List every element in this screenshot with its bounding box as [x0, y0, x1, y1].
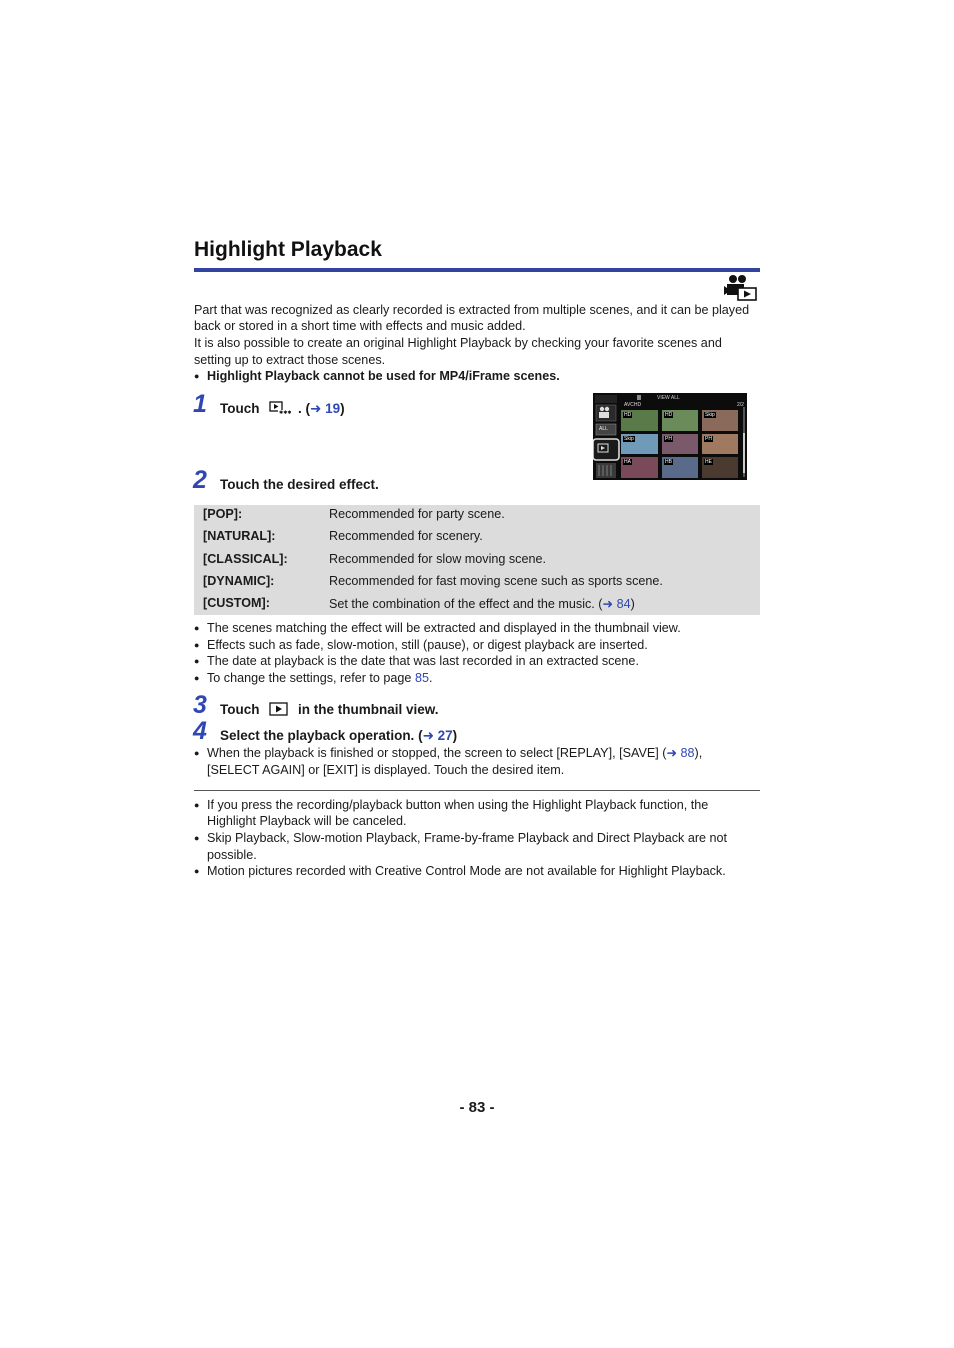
page-link[interactable]: ➜ 27: [422, 728, 453, 743]
bullet: ●: [194, 371, 200, 381]
intro-line: Part that was recognized as clearly recorded is extracted from multiple scenes, and it can be played: [194, 303, 750, 317]
screen-all-button: ALL: [599, 426, 608, 432]
step-4-text: Select the playback operation. (➜ 27): [220, 728, 458, 743]
svg-text:✱✱✱: ✱✱✱: [279, 410, 292, 415]
table-row: [CLASSICAL]: Recommended for slow moving scene.: [203, 552, 546, 566]
title-underline: [194, 268, 760, 272]
page-link[interactable]: 85: [414, 671, 429, 685]
table-row: [POP]: Recommended for party scene.: [203, 507, 505, 521]
thumb-badge: Skip: [705, 412, 715, 418]
screen-view-label: VIEW ALL: [657, 395, 680, 401]
step-1-text: Touch ✱✱✱ . (➜ 19): [220, 401, 345, 417]
page-link[interactable]: ➜ 19: [310, 401, 341, 417]
step-number: 2: [193, 466, 207, 494]
thumb-badge: HA: [624, 459, 631, 465]
thumb-badge: Skip: [624, 436, 634, 442]
thumb-badge: HD: [665, 412, 673, 418]
page-number: - 83 -: [459, 1099, 495, 1116]
intro-line: It is also possible to create an original Highlight Playback by checking your favorite scenes and: [194, 336, 722, 350]
page-link[interactable]: ➜ 84: [602, 597, 631, 611]
highlight-playback-icon: [269, 401, 291, 418]
play-icon: [269, 702, 288, 719]
table-row: [CUSTOM]: Set the combination of the effect and the music. (➜ 84): [203, 596, 635, 611]
screen-page-indicator: 2/2: [737, 402, 744, 408]
table-row: [NATURAL]: Recommended for scenery.: [203, 529, 483, 543]
thumb-badge: HE: [705, 459, 712, 465]
effects-table: [194, 505, 760, 615]
thumb-badge: PH: [665, 436, 672, 442]
thumb-badge: HB: [665, 459, 672, 465]
page-link[interactable]: ➜ 88: [666, 746, 695, 760]
intro-line: setting up to extract those scenes.: [194, 353, 386, 367]
thumb-badge: PH: [705, 436, 712, 442]
page-title: Highlight Playback: [194, 238, 382, 261]
thumb-badge: HD: [624, 412, 632, 418]
thumbnail-screen-illustration: [593, 393, 747, 480]
screen-format: AVCHD: [624, 402, 642, 408]
step-number: 1: [193, 390, 207, 418]
step-number: 4: [193, 717, 207, 745]
step-2-text: Touch the desired effect.: [220, 477, 379, 492]
divider: [194, 790, 760, 791]
table-row: [DYNAMIC]: Recommended for fast moving scene such as sports scene.: [203, 574, 663, 588]
intro-line: back or stored in a short time with effects and music added.: [194, 319, 526, 333]
movie-camera-icon: [724, 274, 758, 302]
step-3-text: Touch in the thumbnail view.: [220, 702, 439, 718]
step-number: 3: [193, 691, 207, 719]
